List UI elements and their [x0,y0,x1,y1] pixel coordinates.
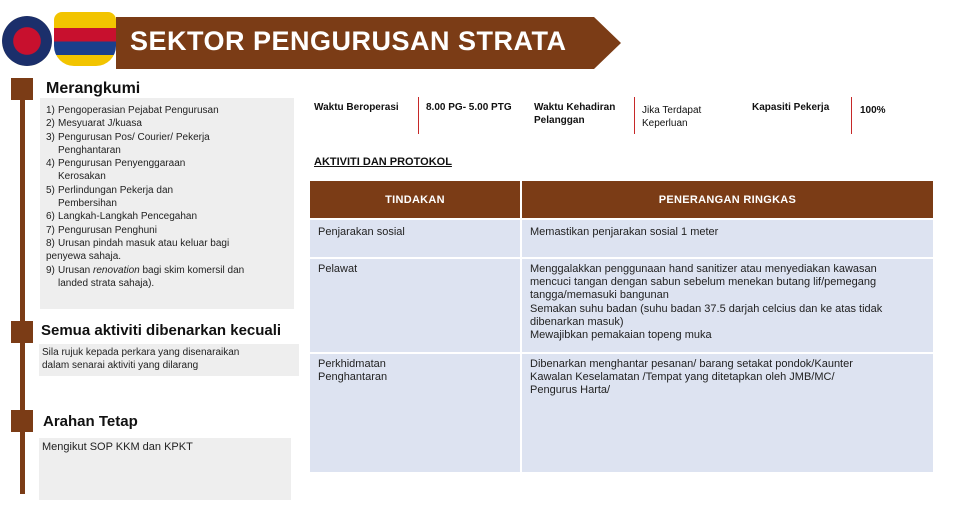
table-header-tindakan: TINDAKAN [310,181,520,218]
police-crest-logo [2,16,52,66]
waktu-kehadiran-label: Waktu Kehadiran Pelanggan [534,102,616,126]
list-item: 3) Pengurusan Pos/ Courier/ Pekerja Penghantaran [46,131,210,156]
list-item: 4) Pengurusan Penyenggaraan Kerosakan [46,158,186,183]
table-cell-penerangan: Memastikan penjarakan sosial 1 meter [522,220,933,257]
table-cell-tindakan: Penjarakan sosial [310,220,520,257]
section-marker [11,321,33,343]
list-item: 7) Pengurusan Penghuni [46,224,157,236]
merangkumi-list [40,98,294,309]
table-cell-tindakan: Pelawat [310,259,520,352]
waktu-beroperasi-value: 8.00 PG- 5.00 PTG [426,102,512,113]
list-item: 6) Langkah-Langkah Pencegahan [46,211,198,223]
malaysia-coat-of-arms-logo [54,12,116,66]
waktu-kehadiran-value: Jika Terdapat Keperluan [642,105,702,129]
table-header-penerangan: PENERANGAN RINGKAS [522,181,933,218]
separator [418,97,419,134]
arahan-tetap-title: Arahan Tetap [43,413,138,430]
kapasiti-pekerja-label: Kapasiti Pekerja [752,102,830,113]
arahan-tetap-box: Mengikut SOP KKM dan KPKT [39,438,291,500]
list-item: 1) Pengoperasian Pejabat Pengurusan [46,105,219,116]
list-item: 2) Mesyuarat J/kuasa [46,118,142,130]
semua-aktiviti-note: Sila rujuk kepada perkara yang disenaraikan dalam senarai aktiviti yang dilarang [39,344,299,376]
waktu-beroperasi-label: Waktu Beroperasi [314,102,399,113]
table-cell-penerangan: Dibenarkan menghantar pesanan/ barang setakat pondok/Kaunter Kawalan Keselamatan /Tempat yang ditetapkan oleh JMB/MC/ Pengurus Harta/ [522,354,933,472]
separator [851,97,852,134]
list-item: 5) Perlindungan Pekerja dan Pembersihan [46,184,174,210]
table-cell-tindakan: Perkhidmatan Penghantaran [310,354,520,472]
page-title: SEKTOR PENGURUSAN STRATA [130,26,567,56]
section-marker [11,78,33,100]
separator [634,97,635,134]
merangkumi-title: Merangkumi [46,80,141,97]
kapasiti-pekerja-value: 100% [860,105,886,116]
semua-aktiviti-title: Semua aktiviti dibenarkan kecuali [41,322,282,339]
list-item: 8) Urusan pindah masuk atau keluar bagi penyewa sahaja. [46,237,230,263]
title-banner [116,17,621,69]
table-cell-penerangan: Menggalakkan penggunaan hand sanitizer atau menyediakan kawasan mencuci tangan dengan sabun sebelum menekan butang lif/pemegang tangga/memasuki bangunan Semakan suhu badan (suhu badan 37.5 darjah celcius dan ke atas tidak dibenarkan masuk) Mewajibkan pemakaian topeng muka [522,259,933,352]
list-item: 9) Urusan renovation bagi skim komersil dan landed strata sahaja). [46,264,245,289]
aktiviti-protokol-heading: AKTIVITI DAN PROTOKOL [314,156,452,168]
section-marker [11,410,33,432]
